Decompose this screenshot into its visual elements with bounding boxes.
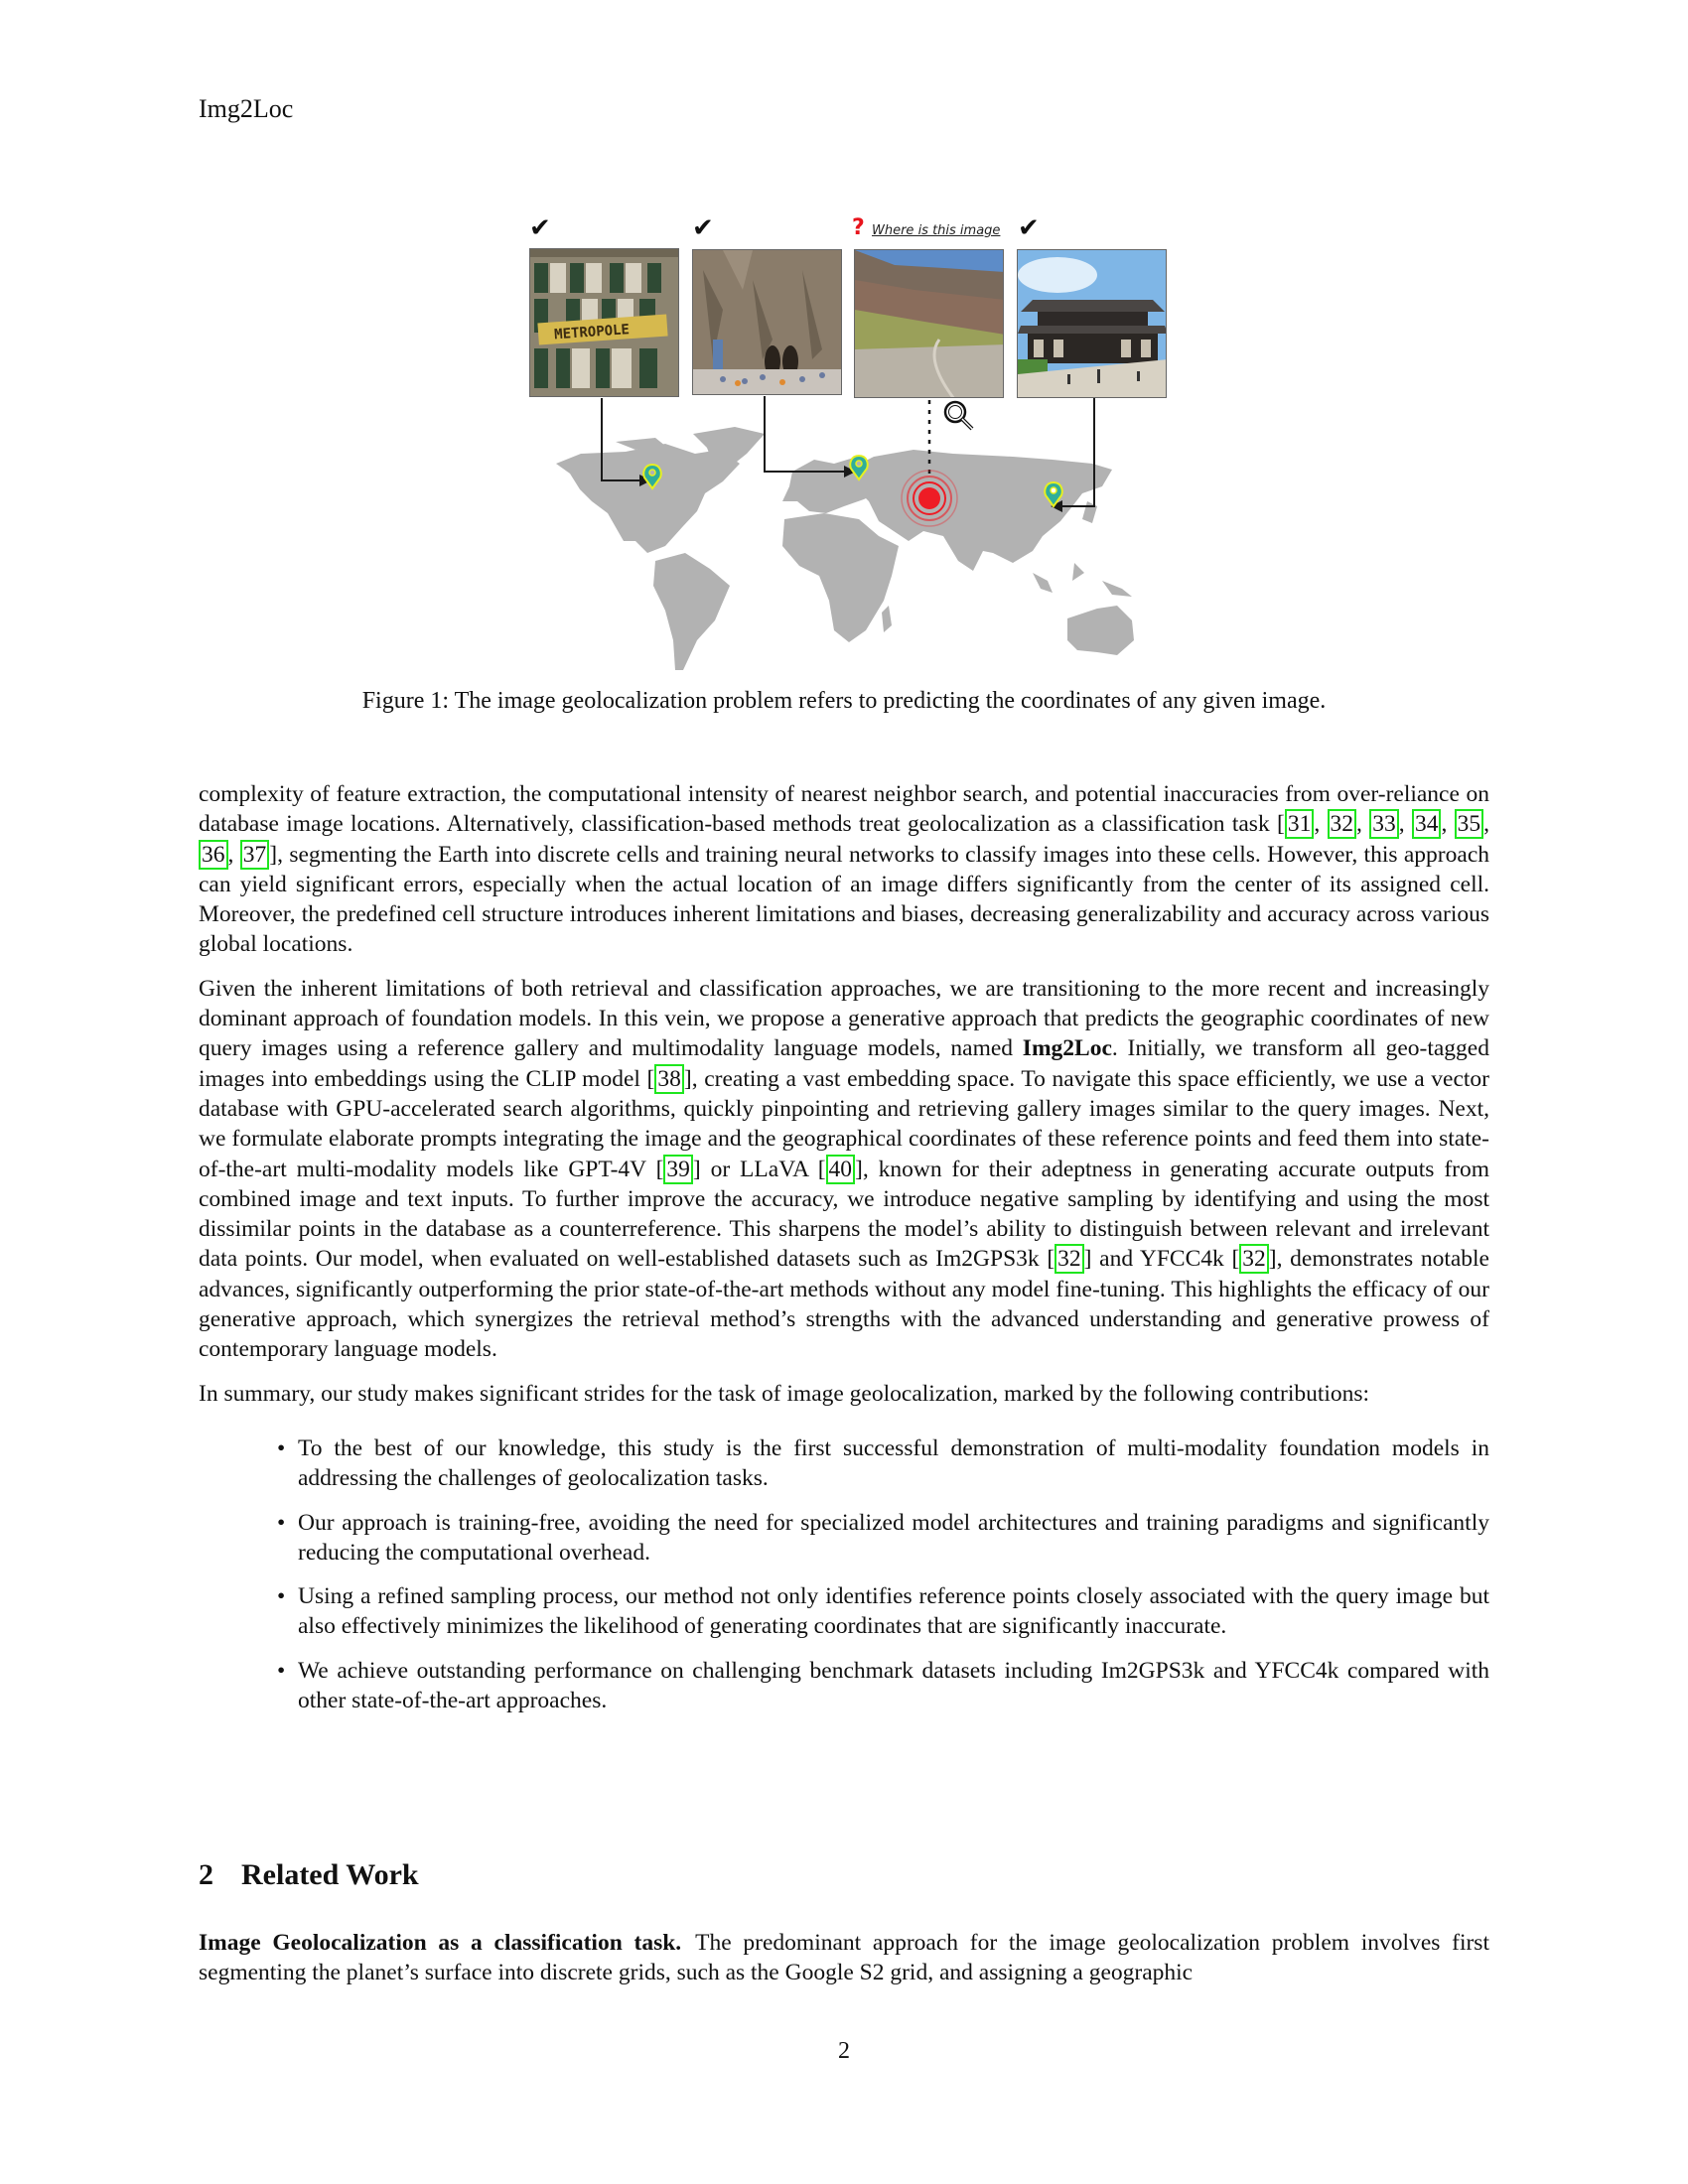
magnifier-icon — [945, 402, 972, 429]
contributions-list — [199, 1433, 1489, 1715]
citation-link[interactable]: 37 — [240, 840, 270, 870]
metropole-sign-text: METROPOLE — [553, 322, 631, 343]
citation-link[interactable]: 32 — [1328, 809, 1357, 839]
check-icon: ✔ — [529, 213, 551, 243]
related-work-paragraph: Image Geolocalization as a classification task. The predominant approach for the image geolocalization problem involves first segmenting the planet’s surface into discrete grids, such as the Google S2 grid, and assigning a geographic — [199, 1930, 1489, 1986]
citation-link[interactable]: 31 — [1285, 809, 1315, 839]
paragraph-heading: Image Geolocalization as a classification task. — [199, 1930, 682, 1956]
main-text — [199, 779, 1489, 1729]
paragraph-2: Given the inherent limitations of both retrieval and classification approaches, we are transitioning to the more recent and increasingly dominant approach of foundation models. In this vein, we propose a generative approach that predicts the geographic coordinates of new query images using a reference gallery and multimodality language models, named Img2Loc. Initially, we transform all geo-tagged images into embeddings using the CLIP model [ 38 ], creating a vast embedding space. To navigate this space efficiently, we use a vector database with GPU-accelerated search algorithms, quickly pinpointing and retrieving gallery images similar to the query images. Next, we formulate elaborate prompts integrating the image and the geographical coordinates of these reference points and feed them into state-of-the-art multi-modality models like GPT-4V [ 39 ] or LLaVA [ 40 ], known for their adeptness in generating accurate outputs from combined image and text inputs. To further improve the accuracy, we introduce negative sampling by identifying and using the most dissimilar points in the database as a counterreference. This sharpens the model’s ability to distinguish between relevant and irrelevant data points. Our model, when evaluated on well-established datasets such as Im2GPS3k [ 32 ] and YFCC4k [ 32 ], demonstrates notable advances, significantly outperforming the prior state-of-the-art methods without any model fine-tuning. This highlights the efficacy of our generative approach, which synergizes the retrieval method’s strengths with the advanced understanding and generative prowess of contemporary language models. — [199, 975, 1490, 1363]
citation-link[interactable]: 39 — [663, 1155, 693, 1184]
check-icon: ✔ — [1018, 213, 1040, 243]
list-item: • Using a refined sampling process, our method not only identifies reference points closely associated with the query image but also effectively minimizes the likelihood of generating coordinates that are significantly inaccurate. — [298, 1581, 1489, 1642]
page-number: 2 — [838, 2038, 850, 2064]
paragraph-3: In summary, our study makes significant strides for the task of image geolocalization, marked by the following contributions: — [199, 1380, 1370, 1407]
question-mark-icon: ? — [852, 215, 865, 240]
citation-link[interactable]: 36 — [199, 840, 228, 870]
world-map — [556, 427, 1134, 670]
method-name: Img2Loc — [1022, 1035, 1112, 1062]
citation-link[interactable]: 40 — [826, 1155, 856, 1184]
section-number: 2 — [199, 1858, 213, 1891]
list-item: • Our approach is training-free, avoiding the need for specialized model architectures and training paradigms and significantly reducing the computational overhead. — [298, 1508, 1489, 1569]
citation-link[interactable]: 32 — [1239, 1244, 1269, 1274]
list-item: • To the best of our knowledge, this study is the first successful demonstration of multi-modality foundation models in addressing the challenges of geolocalization tasks. — [298, 1433, 1489, 1494]
list-item: • We achieve outstanding performance on challenging benchmark datasets including Im2GPS3k and YFCC4k compared with other state-of-the-art approaches. — [298, 1656, 1489, 1716]
query-label: Where is this image — [872, 223, 1001, 238]
section-heading — [199, 1858, 419, 1892]
figure-caption: Figure 1: The image geolocalization problem refers to predicting the coordinates of any given image. — [361, 688, 1327, 714]
citation-link[interactable]: 34 — [1412, 809, 1442, 839]
section-title: Related Work — [241, 1858, 419, 1891]
citation-link[interactable]: 32 — [1055, 1244, 1084, 1274]
citation-link[interactable]: 35 — [1455, 809, 1484, 839]
citation-link[interactable]: 38 — [654, 1064, 684, 1094]
paragraph-1: complexity of feature extraction, the computational intensity of nearest neighbor search, and potential inaccuracies from over-reliance on database image locations. Alternatively, classification-based methods treat geolocalization as a classification task [ 31 , 32 , 33 , 34 , 35 , 36 , 37 ], segmenting the Earth into discrete cells and training neural networks to classify images into these cells. However, this approach can yield significant errors, especially when the actual location of an image differs significantly from the center of its assigned cell. Moreover, the predefined cell structure introduces inherent limitations and biases, decreasing generalizability and accuracy across various global locations. — [199, 781, 1490, 958]
world-map-diagram — [516, 204, 1182, 680]
running-title: Img2Loc — [199, 94, 294, 123]
citation-link[interactable]: 33 — [1369, 809, 1399, 839]
figure-1 — [516, 204, 1182, 680]
check-icon: ✔ — [692, 213, 714, 243]
